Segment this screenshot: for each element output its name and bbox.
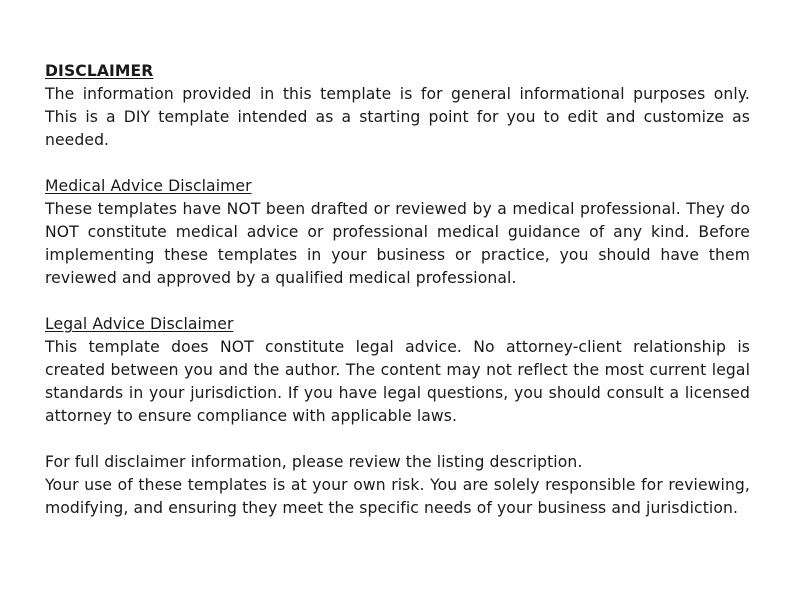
footer-section — [45, 451, 750, 520]
full-disclaimer-note: For full disclaimer information, please review the listing description. — [45, 453, 583, 471]
medical-disclaimer-heading: Medical Advice Disclaimer — [45, 177, 252, 195]
medical-disclaimer-body: These templates have NOT been drafted or reviewed by a medical professional. They do NOT constitute medical advice or professional medical guidance of any kind. Before implementing these templates in your business or practice, you should have them reviewed and approved by a qualified medical professional. — [45, 200, 750, 287]
medical-disclaimer-section — [45, 175, 750, 290]
legal-disclaimer-section — [45, 313, 750, 428]
legal-disclaimer-body: This template does NOT constitute legal advice. No attorney-client relationship is created between you and the author. The content may not reflect the most current legal standards in your jurisdiction. If you have legal questions, you should consult a licensed attorney to ensure compliance with applicable laws. — [45, 338, 750, 425]
legal-disclaimer-heading: Legal Advice Disclaimer — [45, 315, 234, 333]
disclaimer-body: The information provided in this template is for general informational purposes only. This is a DIY template intended as a starting point for you to edit and customize as needed. — [45, 85, 750, 149]
disclaimer-heading: DISCLAIMER — [45, 62, 154, 80]
document-page — [45, 60, 750, 543]
risk-statement: Your use of these templates is at your own risk. You are solely responsible for reviewing, modifying, and ensuring they meet the specific needs of your business and jurisdiction. — [45, 476, 750, 517]
disclaimer-section — [45, 60, 750, 152]
